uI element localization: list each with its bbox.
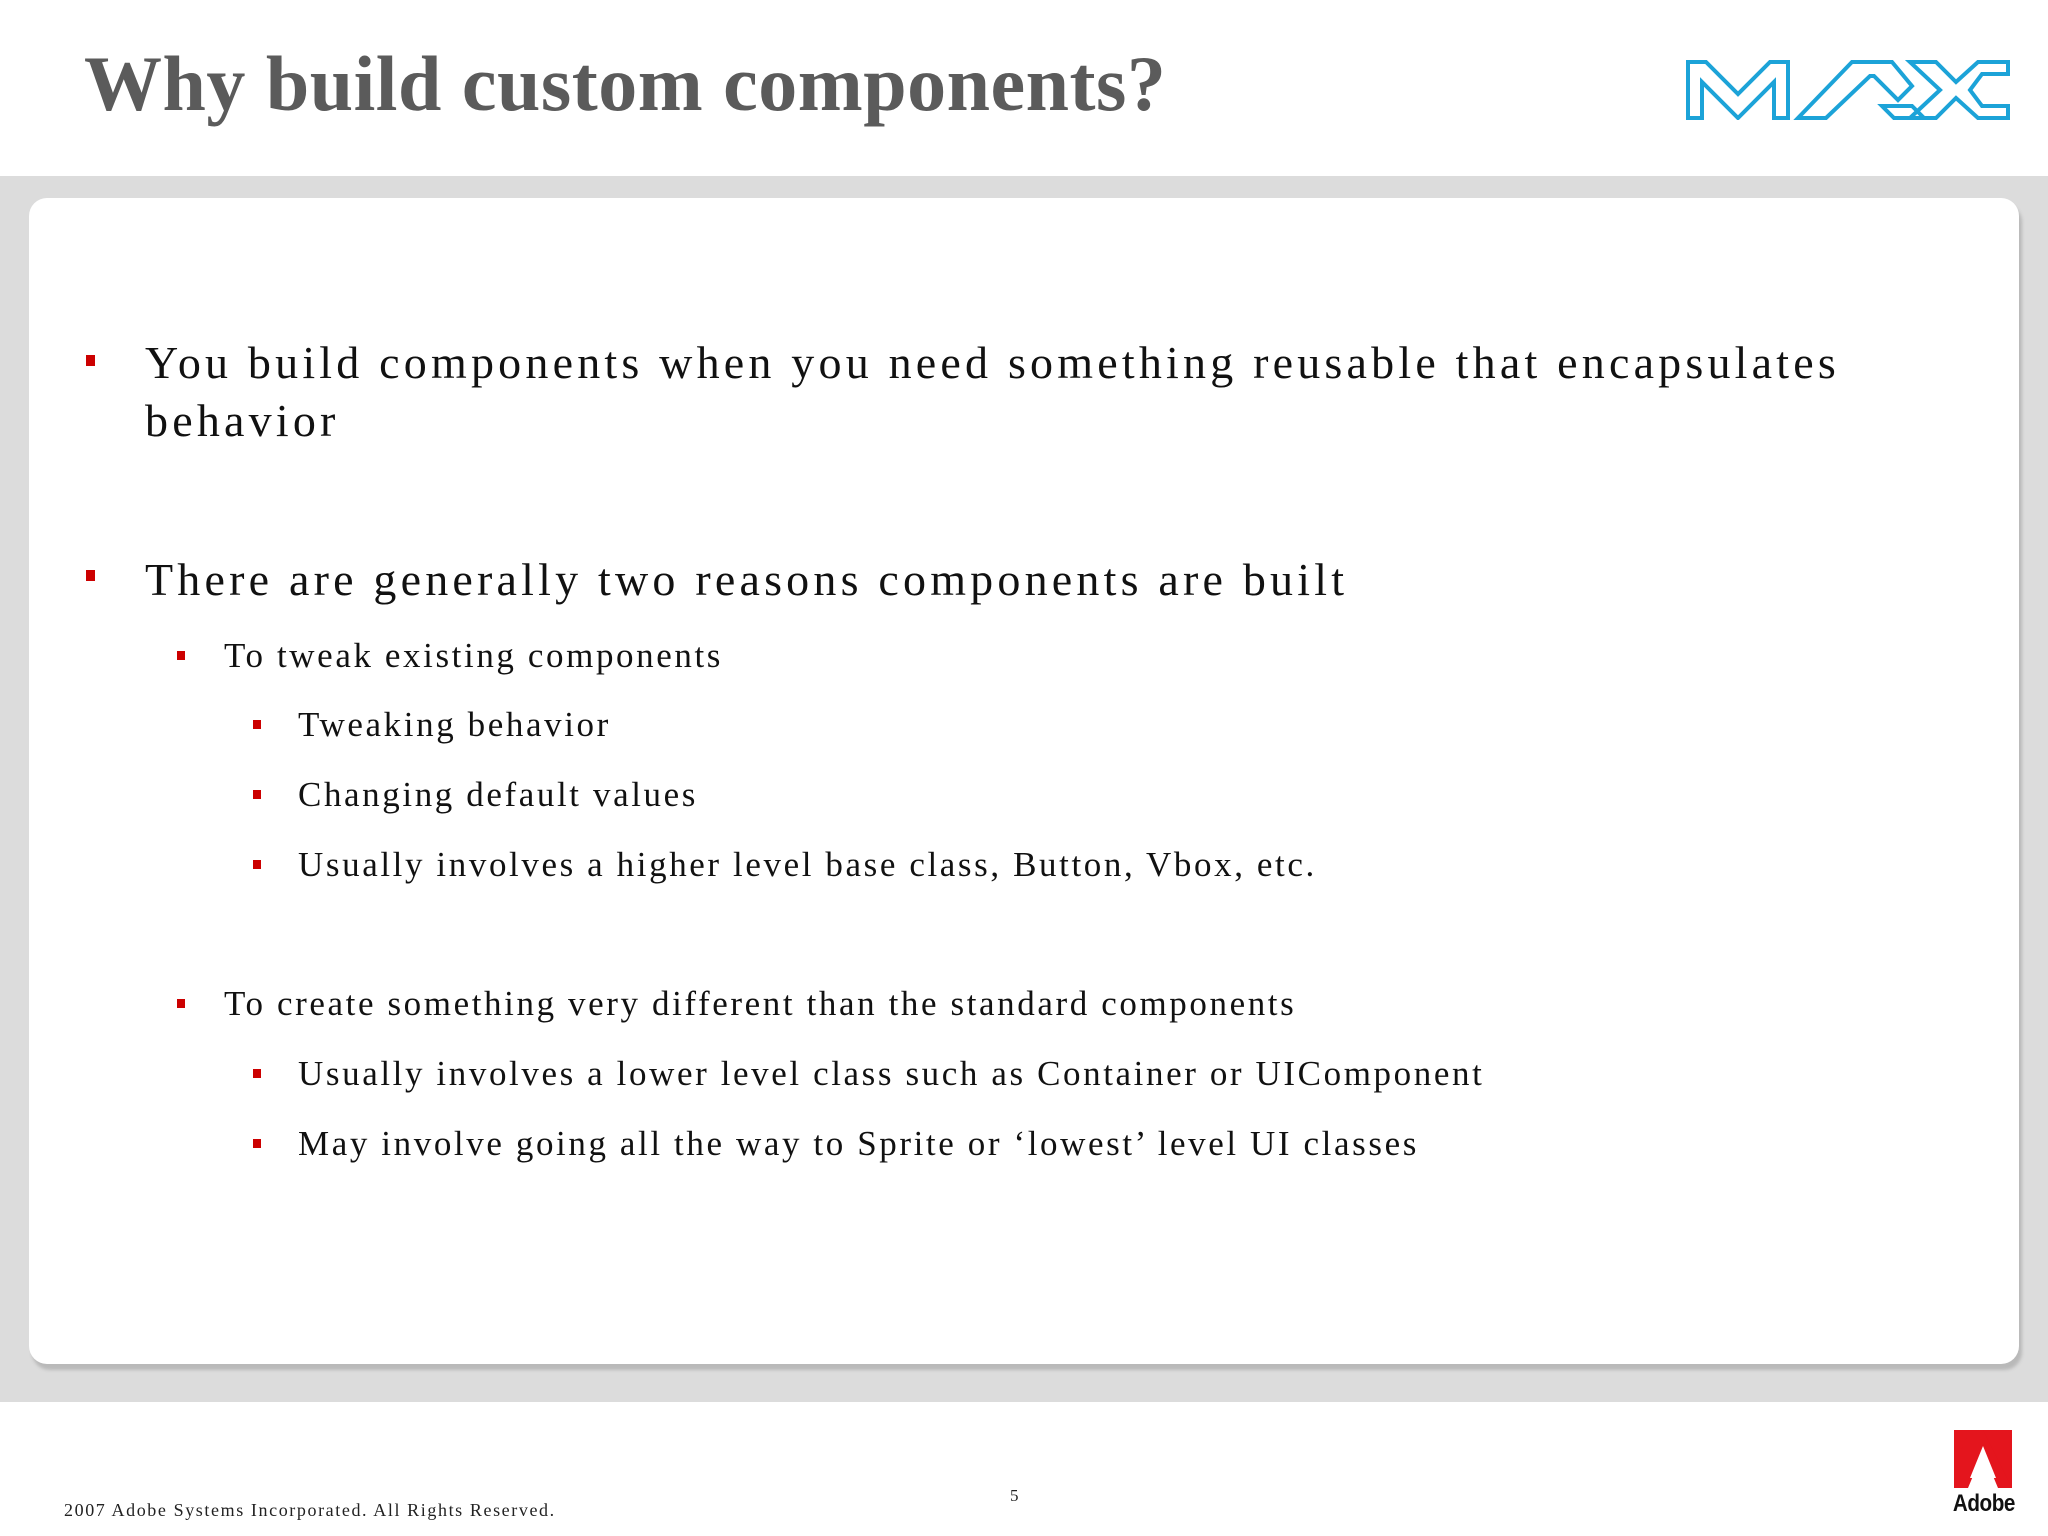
max-logo [1686, 60, 2012, 120]
sub-bullet-tweak-existing [224, 634, 723, 678]
bullet-marker [253, 1069, 261, 1078]
sub-sub-bullet [298, 773, 698, 817]
sub-bullet-create-different [224, 982, 1296, 1026]
sub-sub-bullet [298, 1052, 1484, 1096]
bullet-marker [177, 651, 185, 660]
bullet-marker [86, 570, 95, 581]
sub-sub-bullet [298, 843, 1317, 887]
bullet-text: You build components when you need something reusable that encapsulates [145, 337, 1840, 388]
page-number: 5 [1010, 1486, 1019, 1505]
sub-sub-bullet [298, 703, 611, 747]
bullet-marker [253, 860, 261, 869]
bullet-text: Usually involves a lower level class such as Container or UIComponent [298, 1054, 1485, 1093]
adobe-wordmark: Adobe [1952, 1490, 2015, 1517]
bullet-marker [177, 999, 185, 1008]
bullet-text: Tweaking behavior [298, 705, 611, 744]
bullet-text: Changing default values [298, 775, 698, 814]
bullet-text: To tweak existing components [224, 636, 724, 675]
sub-sub-bullet [298, 1122, 1419, 1166]
bullet-marker [253, 790, 261, 799]
bullet-text: Usually involves a higher level base class, Button, Vbox, etc. [298, 845, 1317, 884]
bullet-text: May involve going all the way to Sprite or ‘lowest’ level UI classes [298, 1124, 1419, 1163]
slide-title: Why build custom components? [84, 40, 1167, 127]
bullet-two-reasons [145, 551, 1348, 609]
bullet-reusable-components [145, 334, 1840, 450]
copyright-notice: 2007 Adobe Systems Incorporated. All Rights Reserved. [64, 1500, 556, 1520]
bullet-marker [86, 355, 95, 366]
bullet-text: To create something very different than the standard components [224, 984, 1297, 1023]
slide-header [0, 0, 2048, 176]
bullet-marker [253, 1139, 261, 1148]
bullet-text-continuation: behavior [145, 395, 340, 446]
bullet-text: There are generally two reasons components are built [145, 554, 1349, 605]
bullet-marker [253, 720, 261, 729]
